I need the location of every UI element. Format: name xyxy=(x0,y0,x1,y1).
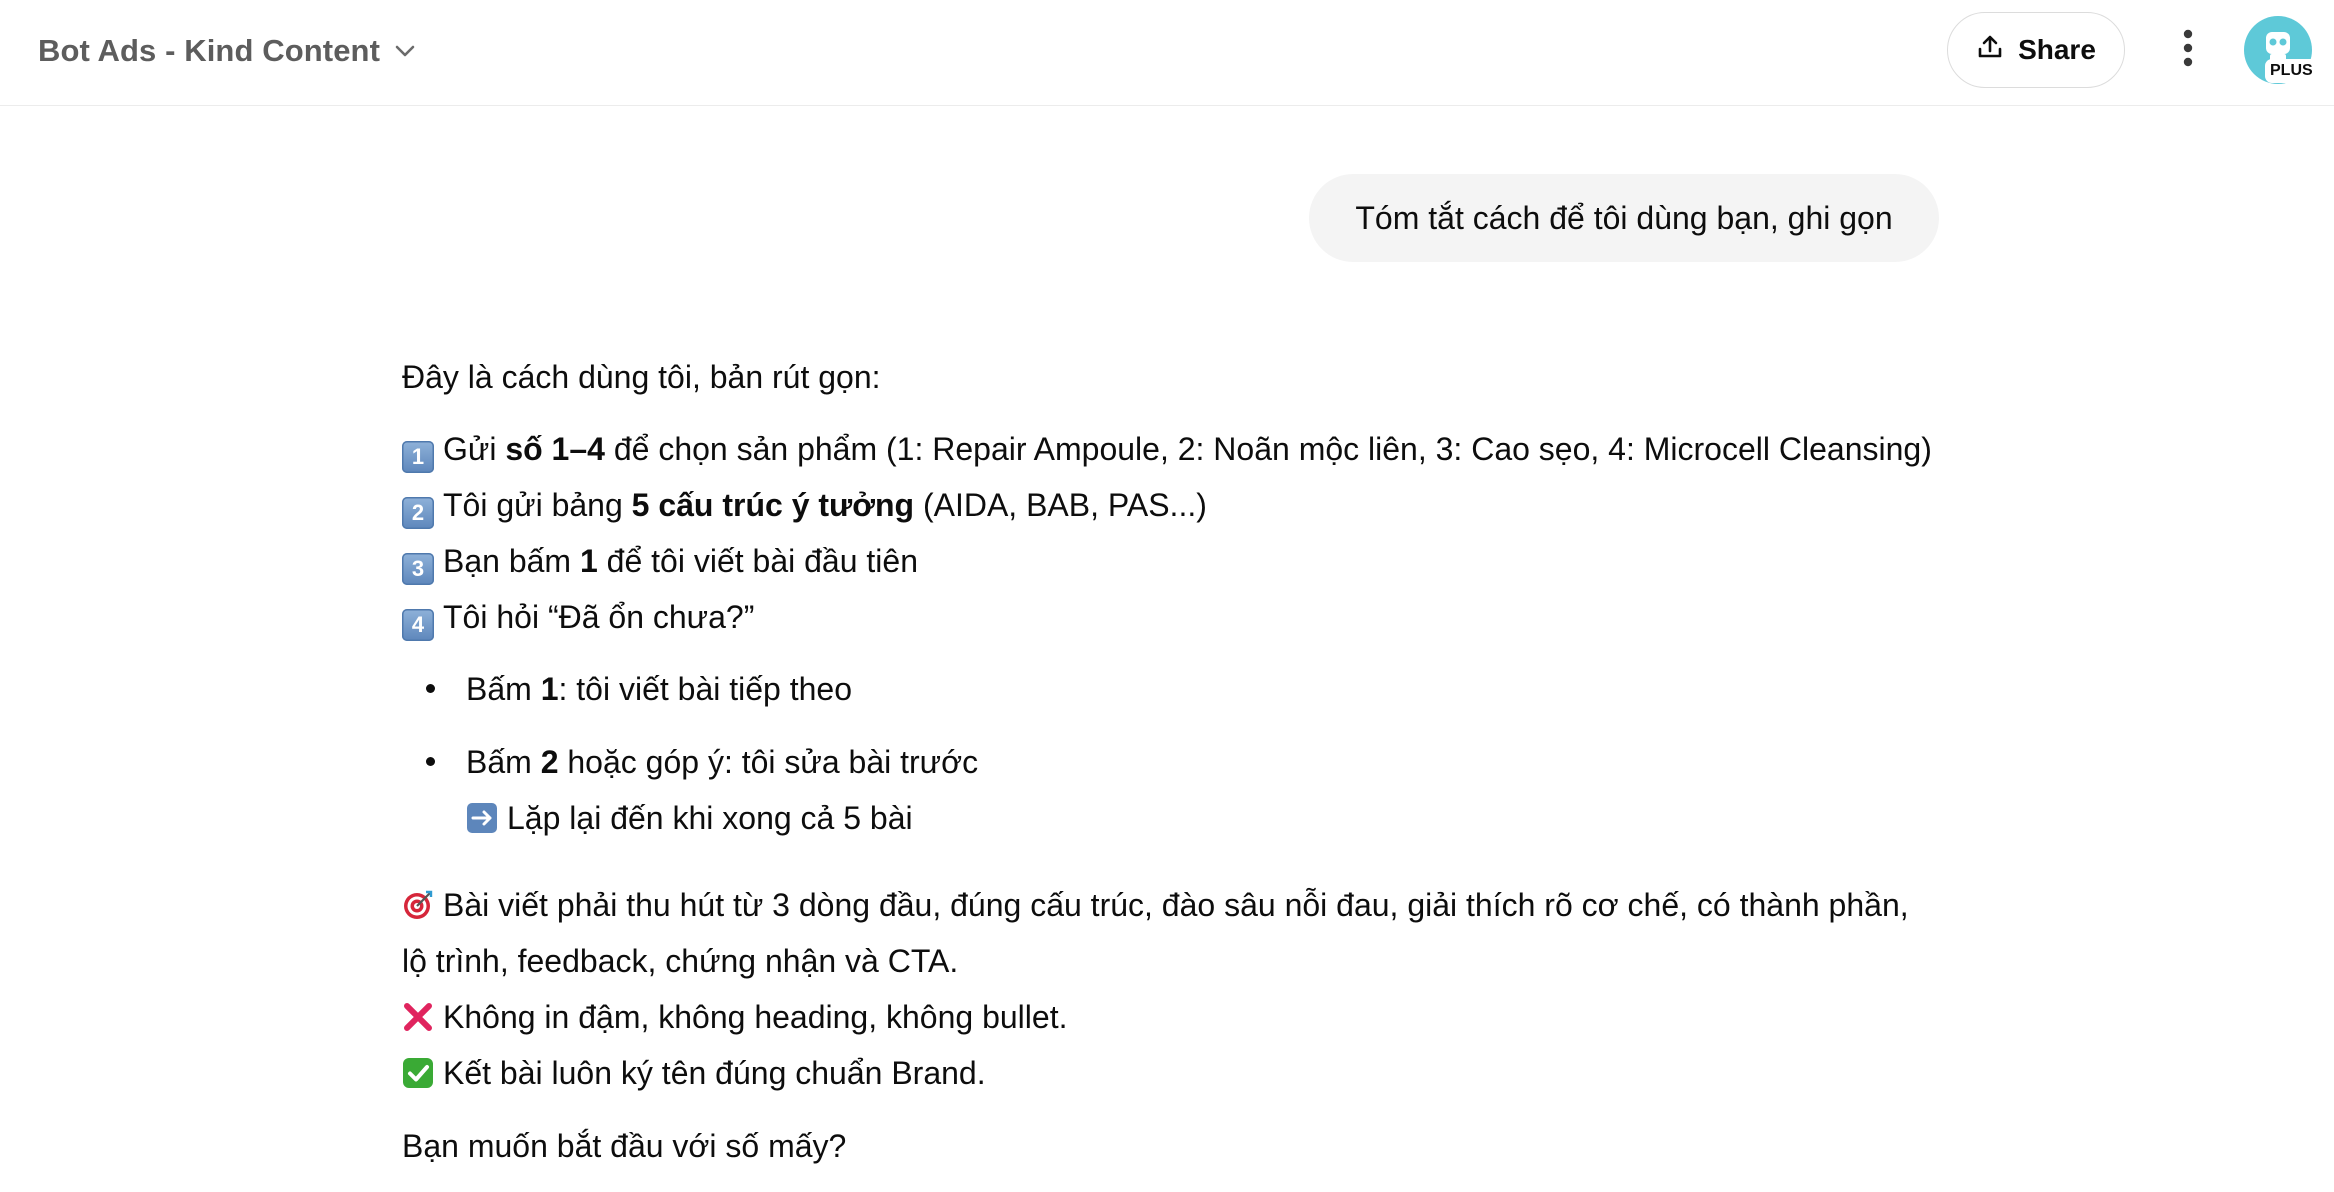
step-2-line xyxy=(402,480,1207,530)
user-message-text: Tóm tắt cách để tôi dùng bạn, ghi gọn xyxy=(1355,199,1893,236)
keycap-4-icon: 4 xyxy=(402,609,434,641)
step-3-pre: Bạn bấm xyxy=(443,543,580,579)
share-button[interactable] xyxy=(1947,12,2125,88)
bullet-dot xyxy=(426,684,435,693)
step-1-bold: số 1–4 xyxy=(505,431,605,467)
rule-no-line xyxy=(402,992,1067,1042)
sub-1-post: : tôi viết bài tiếp theo xyxy=(558,671,852,707)
plan-badge: PLUS xyxy=(2266,60,2317,82)
goal-line-2: lộ trình, feedback, chứng nhận và CTA. xyxy=(402,943,959,979)
sub-1-pre: Bấm xyxy=(466,671,541,707)
more-vertical-icon xyxy=(2182,28,2194,73)
rule-yes-text: Kết bài luôn ký tên đúng chuẩn Brand. xyxy=(443,1055,986,1091)
share-label: Share xyxy=(2018,34,2096,65)
more-options-button[interactable] xyxy=(2160,22,2216,78)
step-1-pre: Gửi xyxy=(443,431,506,467)
user-avatar[interactable] xyxy=(2244,16,2312,84)
sub-1-bold: 1 xyxy=(540,671,559,707)
model-title-dropdown[interactable] xyxy=(38,28,416,74)
intro-line: Đây là cách dùng tôi, bản rút gọn: xyxy=(402,359,881,395)
goal-line-1 xyxy=(402,880,1909,930)
step-2-pre: Tôi gửi bảng xyxy=(443,487,632,523)
keycap-1-icon: 1 xyxy=(402,441,434,473)
top-bar xyxy=(0,0,2334,106)
share-icon xyxy=(1976,33,2004,68)
sub-item-2 xyxy=(466,737,978,787)
step-4-line xyxy=(402,592,754,642)
step-1-post: để chọn sản phẩm (1: Repair Ampoule, 2: Noãn mộc liên, 3: Cao sẹo, 4: Microcell Cleansing) xyxy=(604,431,1932,467)
keycap-2-icon: 2 xyxy=(402,497,434,529)
step-1-line xyxy=(402,424,1932,474)
goal-text-1: Bài viết phải thu hút từ 3 dòng đầu, đúng cấu trúc, đào sâu nỗi đau, giải thích rõ cơ chế, có thành phần, xyxy=(443,887,1909,923)
step-2-post: (AIDA, BAB, PAS...) xyxy=(914,487,1207,523)
cross-mark-icon xyxy=(402,997,434,1029)
keycap-3-icon: 3 xyxy=(402,553,434,585)
step-3-line xyxy=(402,536,918,586)
arrow-right-icon xyxy=(466,798,498,830)
closing-question: Bạn muốn bắt đầu với số mấy? xyxy=(402,1128,847,1164)
repeat-text: Lặp lại đến khi xong cả 5 bài xyxy=(507,800,913,836)
sub-2-pre: Bấm xyxy=(466,744,541,780)
chevron-down-icon xyxy=(394,44,416,58)
sub-2-post: hoặc góp ý: tôi sửa bài trước xyxy=(558,744,979,780)
chat-title: Bot Ads - Kind Content xyxy=(38,33,380,68)
step-4-text: Tôi hỏi “Đã ổn chưa?” xyxy=(443,599,755,635)
step-3-bold: 1 xyxy=(579,543,598,579)
sub-item-1 xyxy=(466,664,852,714)
repeat-line xyxy=(466,793,913,843)
bullet-dot xyxy=(426,757,435,766)
rule-yes-line xyxy=(402,1048,986,1098)
rule-no-text: Không in đậm, không heading, không bullet. xyxy=(443,999,1068,1035)
sub-2-bold: 2 xyxy=(540,744,559,780)
check-mark-icon xyxy=(402,1053,434,1085)
step-2-bold: 5 cấu trúc ý tưởng xyxy=(631,487,915,523)
step-3-post: để tôi viết bài đầu tiên xyxy=(597,543,918,579)
user-message-bubble xyxy=(1309,174,1939,262)
target-icon xyxy=(402,885,434,917)
